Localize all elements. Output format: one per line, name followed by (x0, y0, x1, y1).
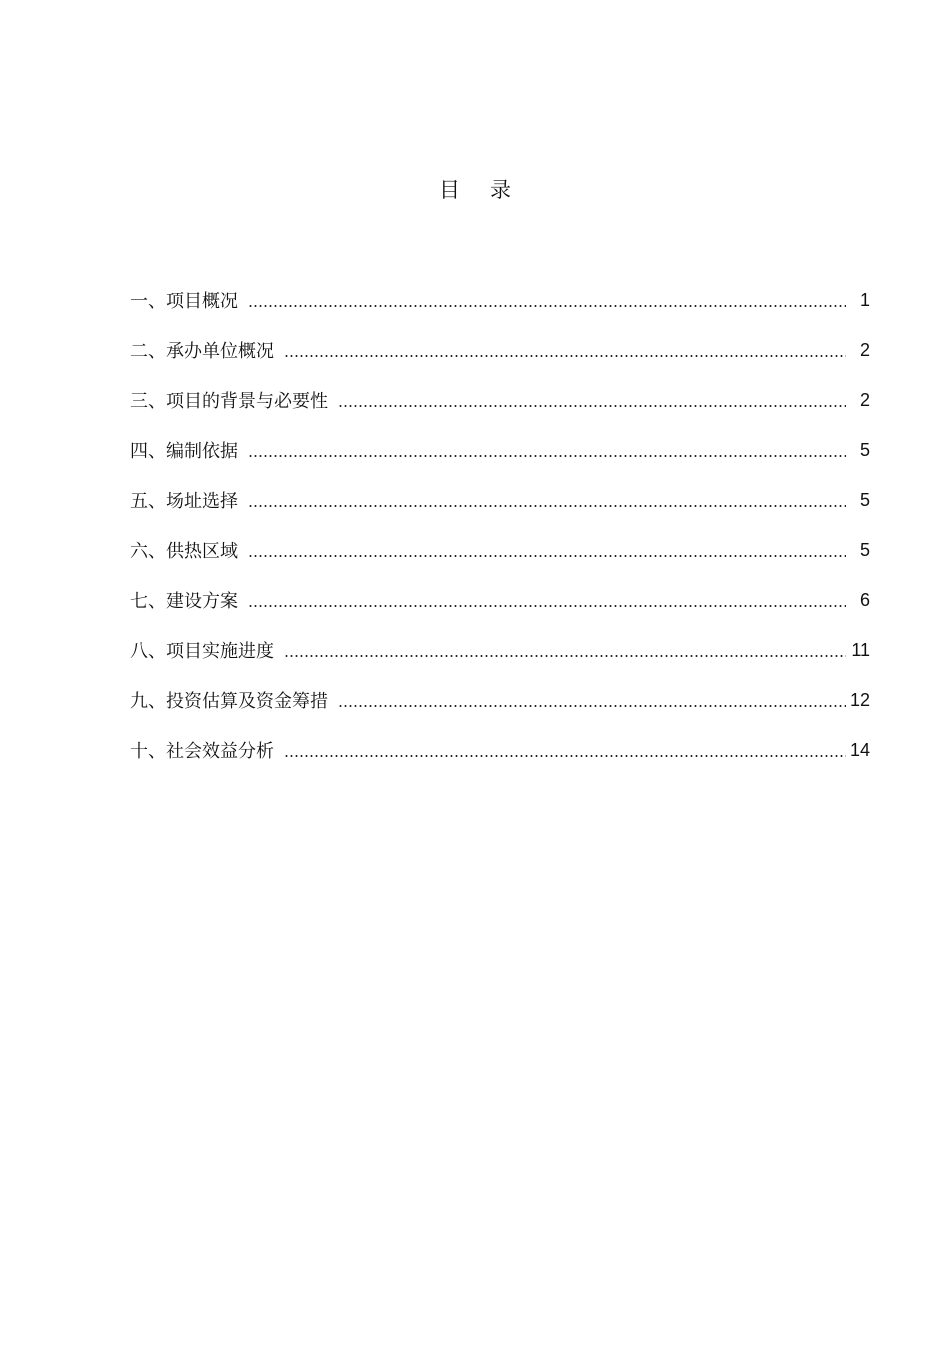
toc-entry[interactable] (130, 625, 870, 675)
toc-entry-label: 三、项目的背景与必要性 (130, 391, 328, 412)
toc-entry[interactable] (130, 525, 870, 575)
toc-entry-page: 14 (849, 739, 870, 760)
toc-dot-leader (248, 455, 846, 457)
toc-entry[interactable] (130, 575, 870, 625)
toc-entry[interactable] (130, 725, 870, 775)
toc-entry-label: 四、编制依据 (130, 441, 238, 462)
toc-dot-leader (338, 705, 846, 707)
toc-dot-leader (284, 655, 846, 657)
title-char-1: 目 (439, 178, 460, 202)
toc-entry-label: 一、项目概况 (130, 291, 238, 312)
page-title (0, 175, 950, 205)
toc-entry[interactable] (130, 475, 870, 525)
toc-entry[interactable] (130, 375, 870, 425)
toc-entry-page: 2 (859, 389, 870, 410)
title-char-2: 录 (490, 178, 511, 202)
toc-entry-label: 十、社会效益分析 (130, 741, 274, 762)
toc-entry-label: 九、投资估算及资金筹措 (130, 691, 328, 712)
toc-entry-page: 1 (859, 289, 870, 310)
toc-entry[interactable] (130, 425, 870, 475)
toc-dot-leader (248, 505, 846, 507)
toc-entry-label: 二、承办单位概况 (130, 341, 274, 362)
toc-entry[interactable] (130, 275, 870, 325)
toc-dot-leader (338, 405, 846, 407)
toc-entry-page: 11 (851, 639, 870, 660)
toc-dot-leader (248, 305, 846, 307)
toc-dot-leader (248, 605, 846, 607)
toc-entry-label: 七、建设方案 (130, 591, 238, 612)
toc-dot-leader (284, 355, 846, 357)
toc-entry-label: 八、项目实施进度 (130, 641, 274, 662)
toc-entry-label: 五、场址选择 (130, 491, 238, 512)
table-of-contents (130, 275, 870, 775)
toc-dot-leader (248, 555, 846, 557)
toc-entry-page: 12 (849, 689, 870, 710)
toc-entry-page: 2 (859, 339, 870, 360)
toc-entry[interactable] (130, 325, 870, 375)
toc-dot-leader (284, 755, 846, 757)
toc-entry-page: 6 (859, 589, 870, 610)
toc-entry-page: 5 (859, 539, 870, 560)
toc-entry[interactable] (130, 675, 870, 725)
toc-entry-page: 5 (859, 489, 870, 510)
toc-entry-label: 六、供热区域 (130, 541, 238, 562)
toc-entry-page: 5 (859, 439, 870, 460)
